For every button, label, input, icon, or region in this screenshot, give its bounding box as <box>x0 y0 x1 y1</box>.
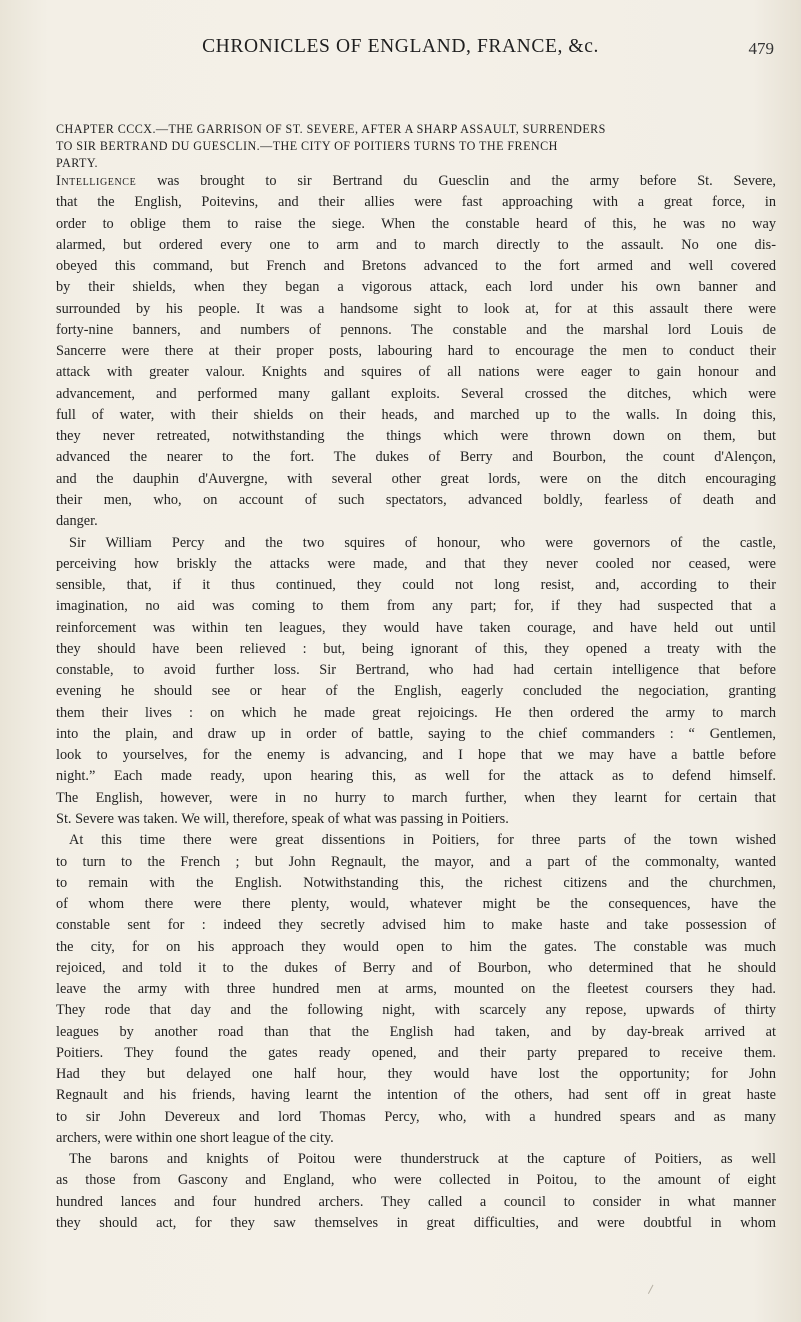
text-line: to remain with the English. Notwithstanding this, the richest citizens and the churchmen, <box>56 874 776 891</box>
text-line: sensible, that, if it thus continued, they could not long resist, and, according to their <box>56 577 776 594</box>
text-line: to turn to the French ; but John Regnault, the mayor, and a part of the commonalty, wanted <box>56 853 776 870</box>
text-line: forty-nine banners, and numbers of pennons. The constable and the marshal lord Louis de <box>56 321 776 338</box>
text-line: into the plain, and draw up in order of battle, saying to the chief commanders : “ Gentlemen, <box>56 725 776 742</box>
text-line: that the English, Poitevins, and their allies were fast approaching with a great force, in <box>56 194 776 211</box>
text-line: alarmed, but ordered every one to arm and to march directly to the assault. No one dis- <box>56 236 776 253</box>
text-line: by their shields, when they began a vigorous attack, each lord under his own banner and <box>56 279 776 296</box>
text-line: they should act, for they saw themselves in great difficulties, and were doubtful in whom <box>56 1215 776 1232</box>
text-line-indent: Sir William Percy and the two squires of honour, who were governors of the castle, <box>69 534 776 551</box>
text-line: reinforcement was within ten leagues, they would have taken courage, and have held out until <box>56 619 776 636</box>
text-line-last: St. Severe was taken. We will, therefore, speak of what was passing in Poitiers. <box>56 810 509 827</box>
text-line: Poitiers. They found the gates ready opened, and their party prepared to receive them. <box>56 1044 776 1061</box>
pencil-mark <box>648 1285 656 1296</box>
text-line: Sancerre were there at their proper posts, labouring hard to encourage the men to conduct their <box>56 343 776 360</box>
text-line: they never retreated, notwithstanding the things which were thrown down on them, but <box>56 428 776 445</box>
text-line-last: danger. <box>56 513 98 530</box>
text-line: of whom there were there plenty, would, whatever might be the consequences, have the <box>56 896 776 913</box>
text-line: Had they but delayed one half hour, they would have lost the opportunity; for John <box>56 1066 776 1083</box>
text-line: their men, who, on account of such spectators, advanced boldly, fearless of death and <box>56 491 776 508</box>
text-line: constable sent for : indeed they secretly advised him to make haste and take possession of <box>56 917 776 934</box>
body-text <box>56 171 776 1234</box>
text-line: evening he should see or hear of the English, eagerly concluded the negociation, granting <box>56 683 776 700</box>
text-line: full of water, with their shields on their heads, and marched up to the walls. In doing this, <box>56 406 776 423</box>
running-head <box>0 36 801 66</box>
text-line: order to oblige them to raise the siege. When the constable heard of this, he was no way <box>56 215 776 232</box>
text-line: as those from Gascony and England, who were collected in Poitou, to the amount of eight <box>56 1172 776 1189</box>
text-line-indent: The barons and knights of Poitou were thunderstruck at the capture of Poitiers, as well <box>69 1151 776 1168</box>
chapter-heading <box>56 121 776 171</box>
first-line-rest: was brought to sir Bertrand du Guesclin and the army before St. Severe, <box>136 173 776 189</box>
text-line: hundred lances and four hundred archers. They called a council to consider in what manner <box>56 1193 776 1210</box>
drop-word: Intelligence <box>56 173 137 189</box>
text-line: constable, to avoid further loss. Sir Bertrand, who had had certain intelligence that before <box>56 662 776 679</box>
text-line: night.” Each made ready, upon hearing this, as well for the attack as to defend himself. <box>56 768 776 785</box>
text-line-indent: At this time there were great dissentions in Poitiers, for three parts of the town wished <box>69 832 776 849</box>
running-title: CHRONICLES OF ENGLAND, FRANCE, &c. <box>202 36 599 57</box>
text-line: The English, however, were in no hurry to march further, when they learnt for certain that <box>56 789 776 806</box>
text-line: attack with greater valour. Knights and squires of all nations were eager to gain honour and <box>56 364 776 381</box>
text-line: advanced the nearer to the fort. The dukes of Berry and Bourbon, the count d'Alençon, <box>56 449 776 466</box>
text-line: leagues by another road than that the English had taken, and by day-break arrived at <box>56 1023 776 1040</box>
text-line: rejoiced, and told it to the dukes of Berry and of Bourbon, who determined that he should <box>56 959 776 976</box>
text-line: advancement, and performed many gallant exploits. Several crossed the ditches, which were <box>56 385 776 402</box>
text-line-first <box>56 171 776 192</box>
text-line: look to yourselves, for the enemy is advancing, and I hope that we may have a battle before <box>56 747 776 764</box>
text-line: leave the army with three hundred men at arms, mounted on the fleetest coursers they had. <box>56 981 776 998</box>
text-line: surrounded by his people. It was a handsome sight to look at, for at this assault there were <box>56 300 776 317</box>
text-line: the city, for on his approach they would open to him the gates. The constable was much <box>56 938 776 955</box>
text-line: imagination, no aid was coming to them from any part; for, if they had suspected that a <box>56 598 776 615</box>
text-line: them their lives : on which he made great rejoicings. He then ordered the army to march <box>56 704 776 721</box>
text-line: they should have been relieved : but, being ignorant of this, they opened a treaty with the <box>56 640 776 657</box>
chapter-heading-line: CHAPTER CCCX.—THE GARRISON OF ST. SEVERE, AFTER A SHARP ASSAULT, SURRENDERS <box>56 122 606 136</box>
text-line: They rode that day and the following night, with scarcely any repose, upwards of thirty <box>56 1002 776 1019</box>
text-line: and the dauphin d'Auvergne, with several other great lords, were on the ditch encouraging <box>56 470 776 487</box>
text-line: Regnault and his friends, having learnt the intention of the others, had sent off in great haste <box>56 1087 776 1104</box>
text-line-last: archers, were within one short league of the city. <box>56 1129 334 1146</box>
text-line: obeyed this command, but French and Bretons advanced to the fort armed and well covered <box>56 258 776 275</box>
page-number: 479 <box>748 39 774 58</box>
text-line: to sir John Devereux and lord Thomas Percy, who, with a hundred spears and as many <box>56 1108 776 1125</box>
text-line: perceiving how briskly the attacks were made, and that they never cooled nor ceased, were <box>56 555 776 572</box>
chapter-heading-line: TO SIR BERTRAND DU GUESCLIN.—THE CITY OF POITIERS TURNS TO THE FRENCH <box>56 138 558 153</box>
chapter-heading-line: PARTY. <box>56 155 98 170</box>
